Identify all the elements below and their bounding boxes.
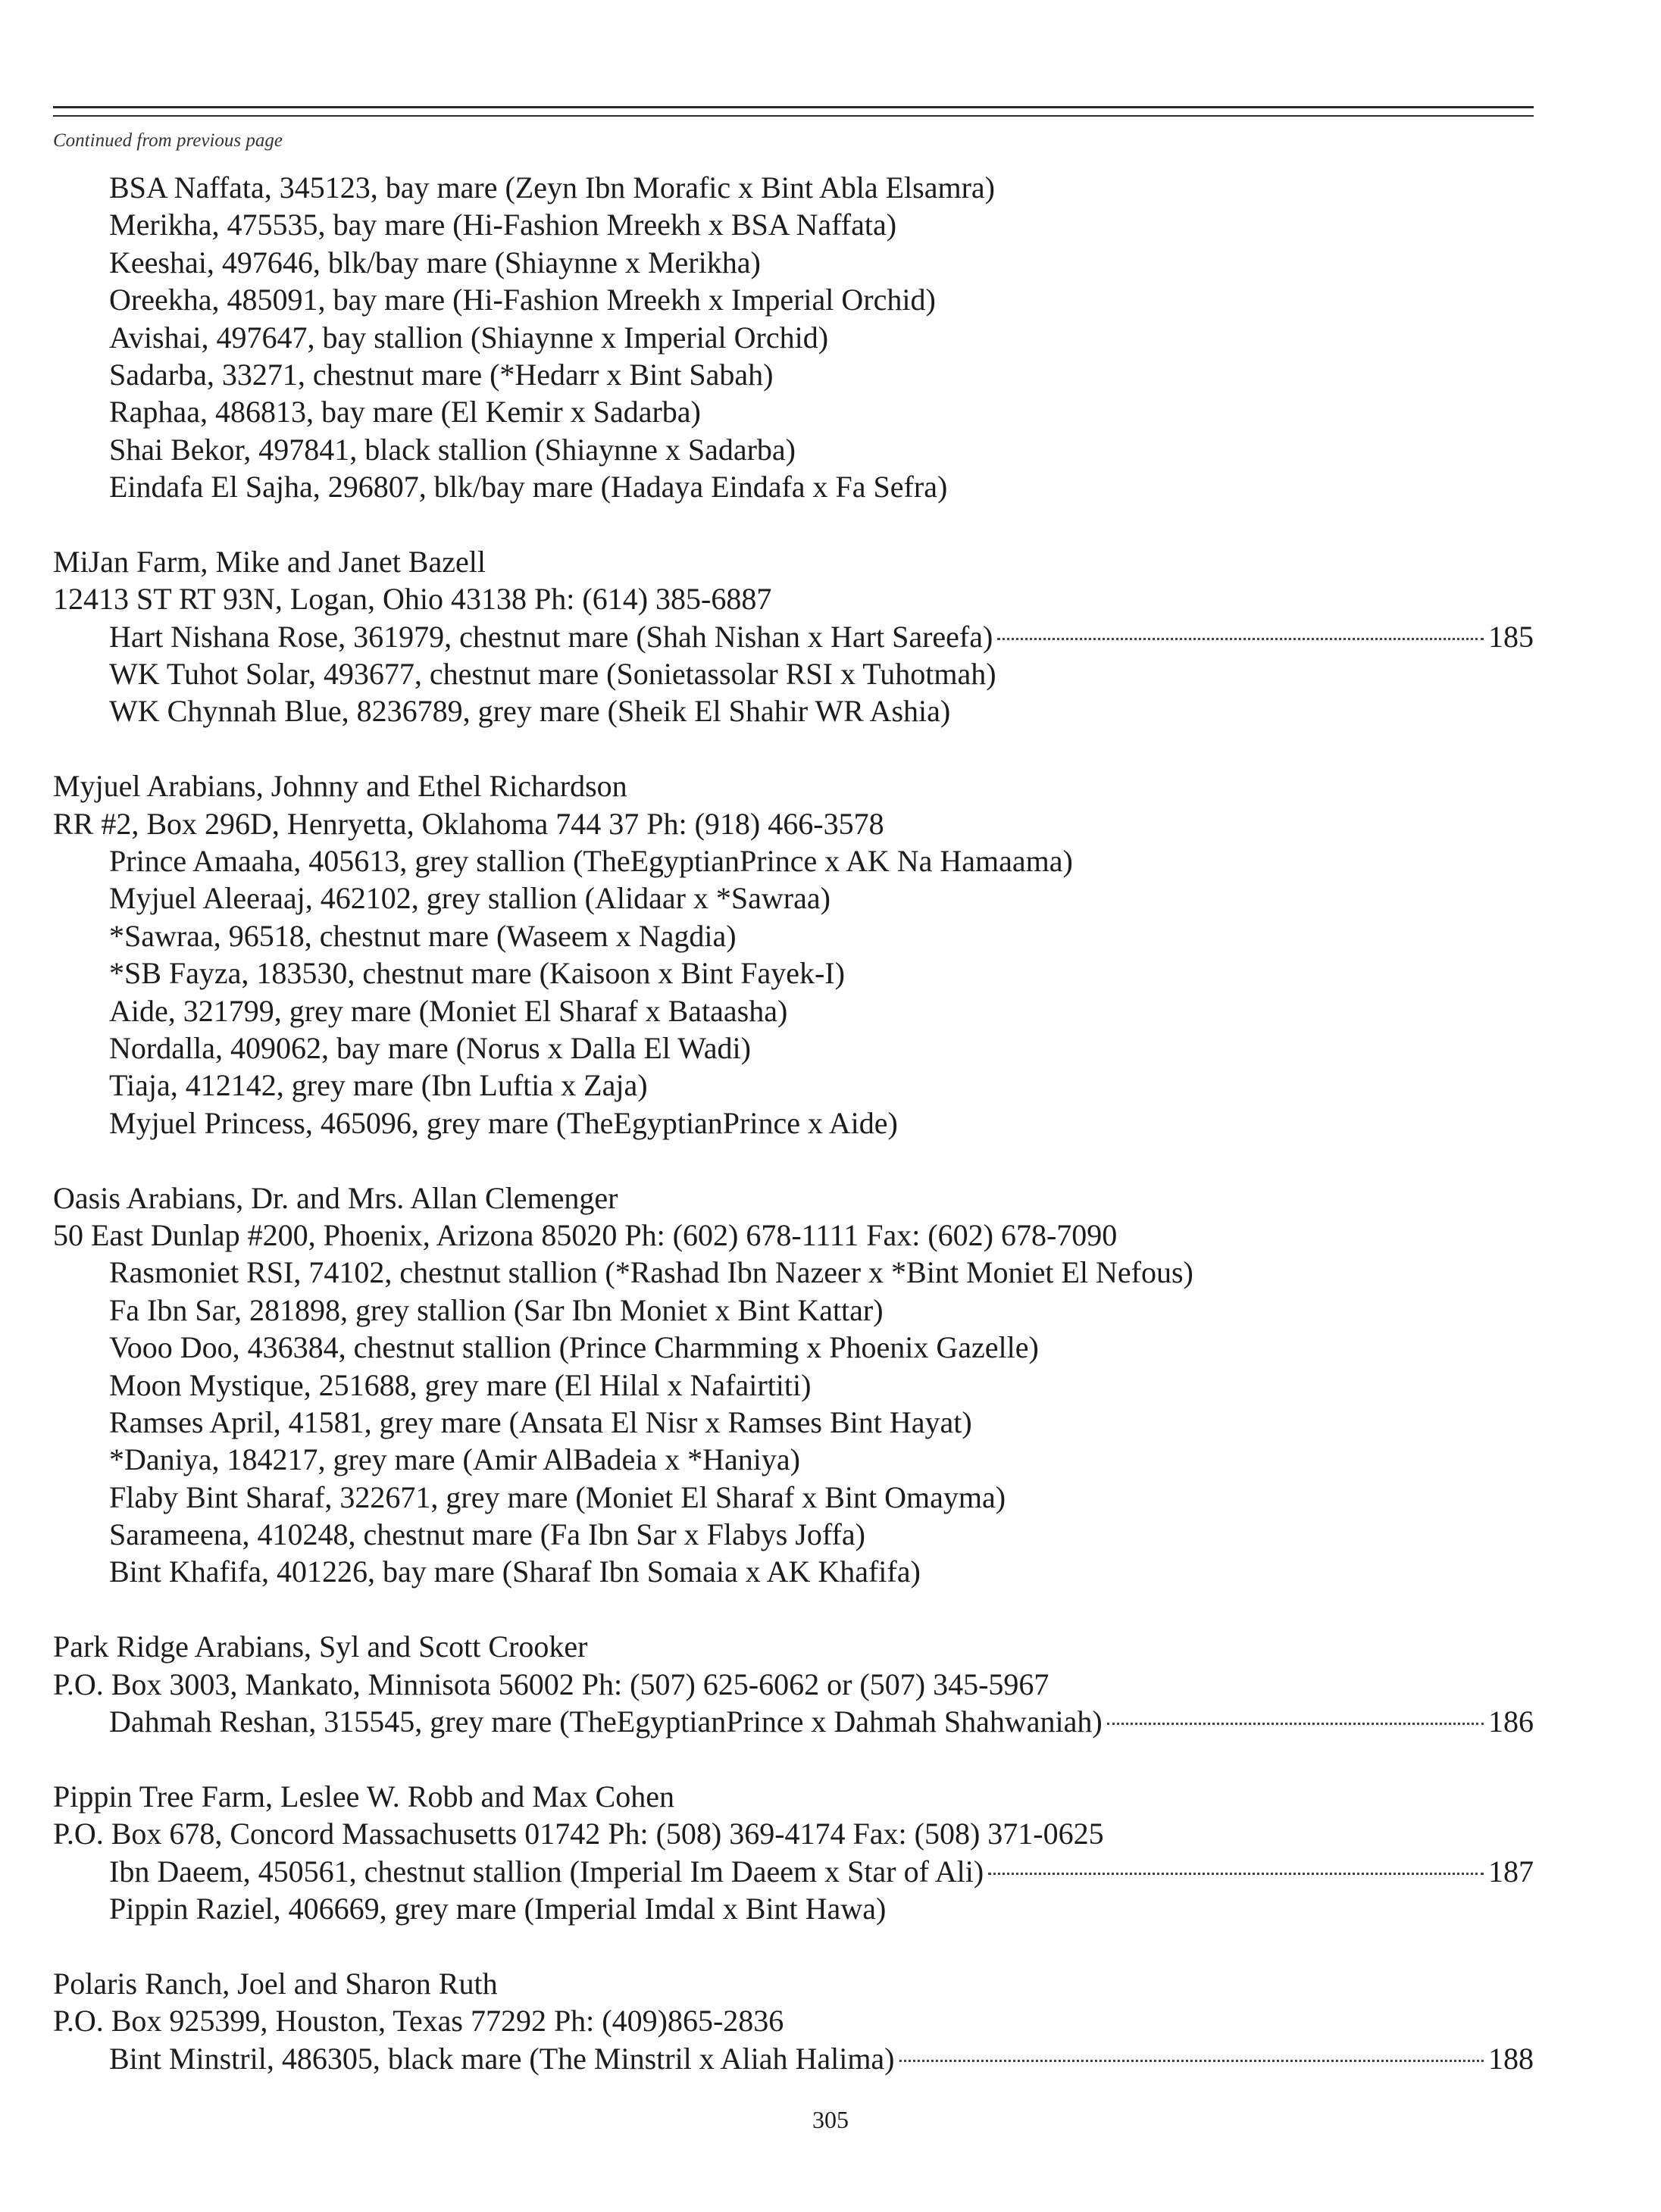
section-spacer: [53, 1927, 1534, 1964]
section-spacer: [53, 1591, 1534, 1628]
farm-address: RR #2, Box 296D, Henryetta, Oklahoma 744 37 Ph: (918) 466-3578: [53, 806, 884, 841]
horse-entry-text: Aide, 321799, grey mare (Moniet El Sharaf x Bataasha): [109, 993, 788, 1028]
horse-entry-text: Prince Amaaha, 405613, grey stallion (TheEgyptianPrince x AK Na Hamaama): [109, 844, 1073, 879]
farm-section: [53, 1179, 1534, 1591]
horse-entry-text: Vooo Doo, 436384, chestnut stallion (Prince Charmming x Phoenix Gazelle): [109, 1330, 1039, 1365]
directory-listing: [53, 169, 1534, 2077]
horse-entry: [53, 356, 1534, 393]
horse-entry: [53, 468, 1534, 505]
horse-entry-text: Nordalla, 409062, bay mare (Norus x Dalla El Wadi): [109, 1030, 751, 1065]
horse-entry-text: Merikha, 475535, bay mare (Hi-Fashion Mreekh x BSA Naffata): [109, 208, 897, 242]
farm-address: 50 East Dunlap #200, Phoenix, Arizona 85020 Ph: (602) 678-1111 Fax: (602) 678-7090: [53, 1217, 1118, 1252]
horse-entry: [53, 954, 1534, 992]
horse-entry-text: Sadarba, 33271, chestnut mare (*Hedarr x Bint Sabah): [109, 357, 774, 392]
farm-address: P.O. Box 678, Concord Massachusetts 01742 Ph: (508) 369-4174 Fax: (508) 371-0625: [53, 1817, 1104, 1851]
horse-entry: [53, 1703, 1534, 1740]
section-spacer: [53, 1142, 1534, 1179]
horse-entry: [53, 879, 1534, 917]
horse-entry-text: Eindafa El Sajha, 296807, blk/bay mare (Hadaya Eindafa x Fa Sefra): [109, 470, 948, 505]
farm-name: Park Ridge Arabians, Syl and Scott Crooker: [53, 1629, 588, 1664]
section-spacer: [53, 1740, 1534, 1777]
page-reference: 185: [1488, 619, 1534, 654]
page-reference: 186: [1488, 1704, 1534, 1739]
horse-entry: [53, 655, 1534, 692]
horse-entry-text: Shai Bekor, 497841, black stallion (Shiaynne x Sadarba): [109, 432, 796, 467]
horse-entry-text: Dahmah Reshan, 315545, grey mare (TheEgyptianPrince x Dahmah Shahwaniah): [109, 1704, 1103, 1739]
horse-entry-text: Bint Minstril, 486305, black mare (The Minstril x Aliah Halima): [109, 2041, 895, 2076]
horse-entry-text: Oreekha, 485091, bay mare (Hi-Fashion Mreekh x Imperial Orchid): [109, 283, 936, 317]
horse-entry: [53, 319, 1534, 356]
horse-entry-text: Bint Khafifa, 401226, bay mare (Sharaf Ibn Somaia x AK Khafifa): [109, 1554, 921, 1589]
horse-entry-text: WK Tuhot Solar, 493677, chestnut mare (Sonietassolar RSI x Tuhotmah): [109, 657, 996, 692]
horse-entry-text: Rasmoniet RSI, 74102, chestnut stallion (*Rashad Ibn Nazeer x *Bint Moniet El Nefous): [109, 1255, 1193, 1290]
horse-entry-text: Moon Mystique, 251688, grey mare (El Hilal x Nafairtiti): [109, 1367, 812, 1402]
horse-entry: [53, 1553, 1534, 1590]
section-spacer: [53, 730, 1534, 767]
horse-entry: [53, 842, 1534, 879]
dot-leader: [988, 1873, 1484, 1875]
horse-entry-text: Hart Nishana Rose, 361979, chestnut mare (Shah Nishan x Hart Sareefa): [109, 619, 993, 654]
horse-entry: [53, 1067, 1534, 1104]
horse-entry: [53, 244, 1534, 281]
farm-address: P.O. Box 3003, Mankato, Minnisota 56002 Ph: (507) 625-6062 or (507) 345-5967: [53, 1667, 1049, 1701]
header-rule-bottom: [53, 115, 1534, 117]
header-rule-top: [53, 106, 1534, 108]
horse-entry-text: Ibn Daeem, 450561, chestnut stallion (Imperial Im Daeem x Star of Ali): [109, 1854, 984, 1889]
page-number: 305: [812, 2106, 849, 2133]
horse-entry: [53, 281, 1534, 318]
horse-entry-text: Myjuel Princess, 465096, grey mare (TheEgyptianPrince x Aide): [109, 1105, 898, 1140]
continued-note: Continued from previous page: [53, 130, 283, 151]
horse-entry-text: Pippin Raziel, 406669, grey mare (Imperial Imdal x Bint Hawa): [109, 1891, 887, 1926]
horse-entry-text: *Daniya, 184217, grey mare (Amir AlBadeia x *Haniya): [109, 1442, 800, 1477]
horse-entry: [53, 1890, 1534, 1927]
horse-entry: [53, 431, 1534, 468]
farm-section: [53, 1628, 1534, 1740]
horse-entry-text: Sarameena, 410248, chestnut mare (Fa Ibn Sar x Flabys Joffa): [109, 1517, 865, 1552]
dot-leader: [997, 638, 1484, 640]
horse-entry: [53, 1104, 1534, 1142]
horse-entry: [53, 2040, 1534, 2077]
dot-leader: [1107, 1723, 1484, 1725]
horse-entry: [53, 1329, 1534, 1366]
horse-entry: [53, 1516, 1534, 1553]
horse-entry: [53, 1853, 1534, 1890]
horse-entry: [53, 1441, 1534, 1478]
farm-section: [53, 543, 1534, 730]
page-reference: 187: [1488, 1854, 1534, 1889]
horse-entry: [53, 1292, 1534, 1329]
page-reference: 188: [1488, 2041, 1534, 2076]
farm-section: [53, 767, 1534, 1142]
horse-entry: [53, 917, 1534, 954]
horse-entry-text: Raphaa, 486813, bay mare (El Kemir x Sadarba): [109, 395, 701, 430]
horse-entry: [53, 1254, 1534, 1291]
horse-entry-text: Fa Ibn Sar, 281898, grey stallion (Sar Ibn Moniet x Bint Kattar): [109, 1292, 884, 1327]
farm-address: 12413 ST RT 93N, Logan, Ohio 43138 Ph: (614) 385-6887: [53, 582, 772, 617]
horse-entry: [53, 393, 1534, 430]
horse-entry: [53, 692, 1534, 730]
dot-leader: [899, 2060, 1484, 2062]
farm-section: [53, 1965, 1534, 2077]
horse-entry-text: BSA Naffata, 345123, bay mare (Zeyn Ibn Morafic x Bint Abla Elsamra): [109, 170, 995, 205]
horse-entry: [53, 1479, 1534, 1516]
horse-entry-text: Flaby Bint Sharaf, 322671, grey mare (Moniet El Sharaf x Bint Omayma): [109, 1479, 1006, 1514]
farm-name: Pippin Tree Farm, Leslee W. Robb and Max Cohen: [53, 1779, 674, 1814]
horse-entry-text: *SB Fayza, 183530, chestnut mare (Kaisoon x Bint Fayek-I): [109, 956, 845, 991]
horse-entry: [53, 618, 1534, 655]
farm-name: Polaris Ranch, Joel and Sharon Ruth: [53, 1966, 498, 2001]
farm-name: MiJan Farm, Mike and Janet Bazell: [53, 544, 486, 579]
horse-entry: [53, 992, 1534, 1029]
horse-entry-text: Ramses April, 41581, grey mare (Ansata El Nisr x Ramses Bint Hayat): [109, 1404, 972, 1439]
farm-name: Oasis Arabians, Dr. and Mrs. Allan Clemenger: [53, 1180, 618, 1215]
section-spacer: [53, 506, 1534, 543]
farm-name: Myjuel Arabians, Johnny and Ethel Richardson: [53, 769, 627, 804]
horse-entry-text: Avishai, 497647, bay stallion (Shiaynne x Imperial Orchid): [109, 320, 829, 355]
horse-entry-text: Myjuel Aleeraaj, 462102, grey stallion (Alidaar x *Sawraa): [109, 881, 830, 916]
horse-entry-text: Keeshai, 497646, blk/bay mare (Shiaynne x Merikha): [109, 245, 761, 280]
horse-entry: [53, 1404, 1534, 1441]
horse-entry-text: Tiaja, 412142, grey mare (Ibn Luftia x Zaja): [109, 1068, 648, 1103]
farm-section: [53, 1778, 1534, 1928]
horse-entry-text: *Sawraa, 96518, chestnut mare (Waseem x Nagdia): [109, 918, 737, 953]
horse-entry: [53, 1029, 1534, 1067]
horse-entry: [53, 1367, 1534, 1404]
horse-entry: [53, 169, 1534, 206]
horse-entry: [53, 206, 1534, 243]
farm-address: P.O. Box 925399, Houston, Texas 77292 Ph: (409)865-2836: [53, 2004, 784, 2039]
horse-entry-text: WK Chynnah Blue, 8236789, grey mare (Sheik El Shahir WR Ashia): [109, 694, 951, 729]
